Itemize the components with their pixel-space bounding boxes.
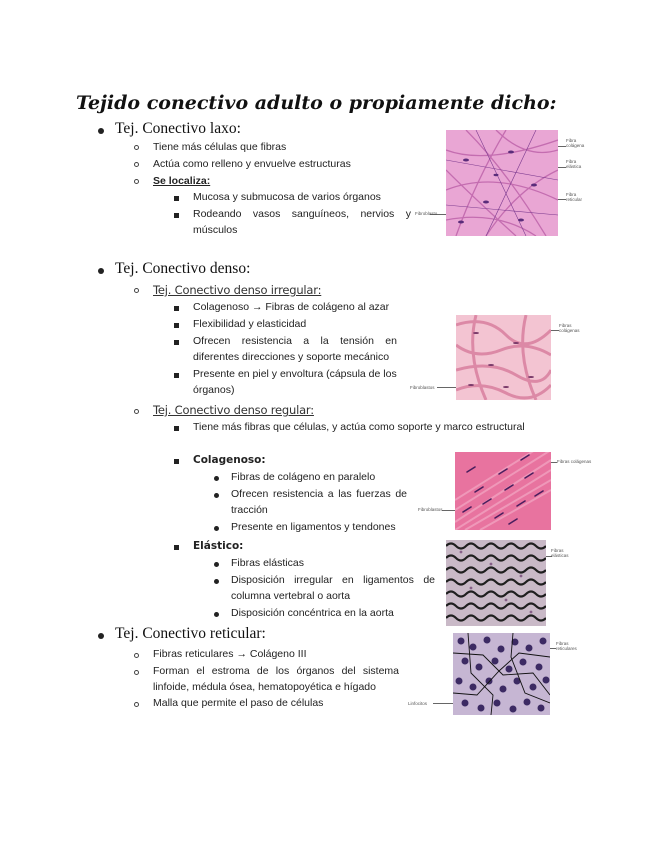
heading-laxo: Tej. Conectivo laxo: <box>115 120 241 137</box>
heading-denso-regular: Tej. Conectivo denso regular: <box>153 403 314 417</box>
bullet-square <box>174 306 179 311</box>
reticular-item-2: Forman el estroma de los órganos del sistema <box>153 665 399 677</box>
bullet-square <box>174 459 179 464</box>
colagenoso-item-2: Ofrecen resistencia a las fuerzas de <box>231 488 407 500</box>
elastico-item-2b: columna vertebral o aorta <box>231 590 351 602</box>
bullet-circle <box>134 179 139 184</box>
reticular-item-1: Fibras reticulares → Colágeno III <box>153 648 307 660</box>
heading-colagenoso: Colagenoso: <box>193 454 266 466</box>
bullet-dot <box>214 493 219 498</box>
label-fibroblasto: Fibroblasto <box>415 211 438 216</box>
bullet-dot <box>98 128 104 134</box>
label-fibra-colagena: Fibra colágena <box>566 138 585 148</box>
laxo-item-2: Actúa como relleno y envuelve estructuras <box>153 158 351 170</box>
heading-elastico: Elástico: <box>193 540 244 552</box>
bullet-circle <box>134 409 139 414</box>
heading-denso: Tej. Conectivo denso: <box>115 260 251 277</box>
irregular-item-4b: órganos) <box>193 384 235 396</box>
laxo-localiza-label: Se localiza: <box>153 175 211 187</box>
bullet-square <box>174 323 179 328</box>
label-fibras-colagenas-2: Fibras colágenas <box>557 459 592 464</box>
heading-denso-irregular: Tej. Conectivo denso irregular: <box>153 283 322 297</box>
bullet-dot <box>98 268 104 274</box>
irregular-item-4: Presente en piel y envoltura (cápsula de los <box>193 368 397 380</box>
bullet-circle <box>134 653 139 658</box>
colagenoso-item-2b: tracción <box>231 504 268 516</box>
irregular-item-1: Colagenoso → Fibras de colágeno al azar <box>193 301 390 313</box>
label-linfocitos: Linfocitos <box>408 701 428 706</box>
laxo-sub-1: Mucosa y submucosa de varios órganos <box>193 191 381 203</box>
bullet-circle <box>134 145 139 150</box>
label-fibra-reticular: Fibra reticular <box>566 192 583 202</box>
bullet-dot <box>214 562 219 567</box>
regular-intro: Tiene más fibras que células, y actúa como soporte y marco estructural <box>193 421 525 433</box>
irregular-item-2: Flexibilidad y elasticidad <box>193 318 307 330</box>
bullet-circle <box>134 288 139 293</box>
bullet-square <box>174 545 179 550</box>
elastico-item-2: Disposición irregular en ligamentos de <box>231 574 435 586</box>
dense-regular-collagen-micrograph <box>455 452 551 530</box>
reticular-item-2b: linfoide, médula ósea, hematopoyética e hígado <box>153 681 376 693</box>
label-fibras-reticulares: Fibras reticulares <box>556 641 577 651</box>
elastico-item-1: Fibras elásticas <box>231 557 304 569</box>
label-fibroblastos-2: Fibroblastos <box>418 507 443 512</box>
heading-reticular: Tej. Conectivo reticular: <box>115 625 266 642</box>
elastic-tissue-micrograph <box>446 540 546 626</box>
bullet-dot <box>214 579 219 584</box>
label-fibras-elasticas: Fibras elásticas <box>551 548 569 558</box>
irregular-item-3: Ofrecen resistencia a la tensión en <box>193 335 397 347</box>
reticular-tissue-micrograph <box>453 633 550 715</box>
page-title: Tejido conectivo adulto o propiamente dicho: <box>76 92 557 114</box>
bullet-square <box>174 426 179 431</box>
bullet-dot <box>214 612 219 617</box>
laxo-item-1: Tiene más células que fibras <box>153 141 287 153</box>
bullet-square <box>174 213 179 218</box>
label-fibras-colagenas: Fibras colágenas <box>559 323 580 333</box>
label-fibroblastos: Fibroblastos <box>410 385 435 390</box>
bullet-circle <box>134 702 139 707</box>
colagenoso-item-3: Presente en ligamentos y tendones <box>231 521 396 533</box>
bullet-square <box>174 196 179 201</box>
bullet-circle <box>134 162 139 167</box>
laxo-sub-2: Rodeando vasos sanguíneos, nervios y <box>193 208 411 220</box>
bullet-square <box>174 373 179 378</box>
label-fibra-elastica: Fibra elástica <box>566 159 582 169</box>
loose-connective-tissue-micrograph <box>446 130 558 236</box>
bullet-dot <box>214 526 219 531</box>
reticular-item-3: Malla que permite el paso de células <box>153 697 324 709</box>
colagenoso-item-1: Fibras de colágeno en paralelo <box>231 471 376 483</box>
dense-irregular-micrograph <box>456 315 551 400</box>
bullet-circle <box>134 670 139 675</box>
bullet-dot <box>98 633 104 639</box>
irregular-item-3b: diferentes direcciones y soporte mecánico <box>193 351 390 363</box>
laxo-sub-3: músculos <box>193 224 238 236</box>
bullet-dot <box>214 476 219 481</box>
bullet-square <box>174 340 179 345</box>
elastico-item-3: Disposición concéntrica en la aorta <box>231 607 394 619</box>
